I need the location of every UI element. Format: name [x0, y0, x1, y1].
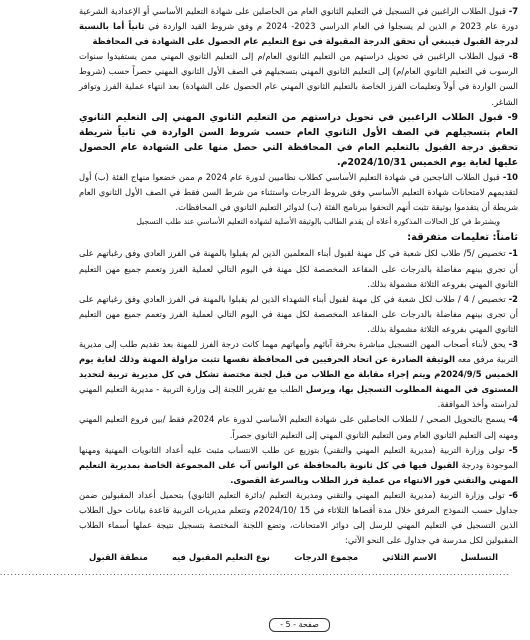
instruction-4 — [79, 412, 518, 442]
item-number: 6- — [508, 489, 518, 500]
paragraph-text: يحق لأبناء أصحاب المهن التسجيل مباشرة بحرفة آبائهم وأمهاتهم مهما كانت درجة الفرز للمهنة بعد تقديم طلب إلى مديرية التربية مرفق معه — [79, 338, 519, 365]
item-number: 7- — [508, 6, 519, 16]
paragraph-text: الثانوي العام حسب شروط السن الواردة في ثانياً شريطة تحقيق درجة القبول بالتعليم العام في المحافظة التي حصل منها على — [79, 126, 518, 153]
column-header-region: منطقة القبول — [89, 552, 148, 563]
paragraph-text: الطلب مع تقرير اللجنة إلى وزارة التربية - مديرية التعليم المهني لدراسته وأخذ الموافقة. — [79, 384, 518, 410]
paragraph-emphasis: أن تحقق الدرجة المقبولة في نوع التعليم عام الحصول على الشهادة في المحافظة — [92, 36, 429, 47]
paragraph-emphasis: الوثيقة الصادرة عن اتحاد الحرفيين في المحافظة نفسها تثبت مزاولة المهنة وذلك لغاية يوم الخميس 2024/9/5م ويتم إجراء مقابلة — [79, 354, 518, 380]
paragraph-text: 2023 م الذين لم يسجلوا في العام الدراسي 2023- 2024 م وفق شروط القيد الواردة في — [148, 21, 482, 32]
paragraph-text: لامتحانات شهادة التعليم الأساسي وفق شروط الدرجات واستثناء من شرط السن فقط في الصف الأول الثانوي العام شريطة أن يتقدموا — [79, 187, 518, 213]
paragraph-text: مشمولة بذلك. — [367, 278, 418, 289]
paragraph-emphasis: مع الطلاب من قبل لجنة مختصة تشكل في كل مديرية تربية لتحديد المستوى في المهنة المطلوب التسجيل بها، ويرسل — [79, 369, 518, 395]
item-number: 8- — [508, 51, 519, 62]
paragraph-text: الشهادة عام الحصول عليها لغاية يوم الخميس 2024/10/31م. — [79, 141, 518, 168]
paragraph-text: يسمح بالتحويل الصحي / للطلاب الحاصلين على شهادة التعليم الأساسي لدورة عام 2024م فقط /بين فروع التعليم المهني ومهنه إلى — [79, 414, 518, 440]
paragraph-text: التعليم الثانوي العام ومن التعليم الثانوي المهني إلى التعليم الثانوي حصراً. — [229, 429, 482, 440]
column-header-score: مجموع الدرجات — [294, 552, 359, 563]
paragraph-9 — [79, 110, 518, 170]
paragraph-10 — [79, 170, 518, 215]
instruction-3 — [79, 337, 518, 412]
table-header-row — [79, 550, 518, 565]
item-number: 4- — [508, 414, 518, 425]
paragraph-text: قبول الطلاب الراغبين في تحويل دراستهم من التعليم الثانوي المهني إلى التعليم الثانوي العام بتسجيلهم في الصف الأول — [79, 111, 519, 138]
table-dotted-line: ................................................................................................................................................ — [0, 568, 510, 578]
item-number: 3- — [508, 338, 518, 349]
paragraph-emphasis: القبول فيها في كل ثانوية بالمحافظة عن الواتس آب على المجموعة الخاصة بمديرية التعليم المهني والتقني فور الانتهاء — [79, 459, 518, 485]
paragraph-note: ويشترط في كل الحالات المذكورة أعلاه أن يقدم الطالب بالوثيقة الأصلية لشهادة التعليم الأساسي عند طلب التسجيل — [136, 217, 500, 227]
item-number: 2- — [508, 293, 518, 304]
instruction-6 — [79, 488, 518, 548]
column-header-type: نوع التعليم المقبول فيه — [171, 552, 270, 563]
paragraph-text: المهني للرسل إلى دوائر الامتحانات، وتضع اللجنة المختصة بتسجيل نتيجة عملها أسماء الطلاب المقبولين لكل مدرسة في جداول على النحو الآتي: — [79, 520, 518, 546]
instruction-1 — [79, 246, 518, 291]
instruction-2 — [79, 292, 518, 337]
paragraph-text: المرفق خلال مدة أقصاها الثلاثاء في 15 /2024/10م وتتعلم مديريات التربية قاعدة بيانات حول الطلاب الذين التسجيل في التعليم — [79, 505, 518, 531]
paragraph-emphasis: من عملية فرز الطلاب وبالسرعة القصوى. — [230, 474, 401, 485]
paragraph-text: قبول الطلاب الناجحين في شهادة التعليم الأساسي كطلاب نظاميين لدورة عام 2024 م ممن خضعوا منهاج الفئة (ب) أول لتقديمهم — [79, 172, 518, 198]
paragraph-text: تولى وزارة التربية (مديرية التعليم المهني والتقني ومديرية التعليم /دائرة التعليم الثانوي) بتحميل أعداد المقبولين ضمن جداول حسب النموذج — [79, 489, 519, 515]
paragraph-7 — [79, 4, 518, 49]
item-number: 5- — [508, 444, 518, 455]
column-header-name: الاسم الثلاثي — [382, 552, 437, 563]
item-number: 10- — [502, 172, 518, 183]
page-footer — [69, 617, 530, 632]
page-number: صفحة - 5 - — [269, 618, 330, 632]
paragraph-text: بوثيقة تثبت أنهم التحقوا ببرنامج الفئة (ب) لدوائر التعليم الثانوي في المحافظات. — [175, 202, 452, 213]
paragraph-text: مفاضلة بالدرجات على المقاعد المخصصة لكل مهنة في اليوم التالي لعملية الفرز وتعمم جميع مهن التعليم الثانوي المهني بفروعه الثلاثة — [79, 263, 518, 289]
paragraph-text: الثانوي المهني بتسجيلهم في الصف الأول الثانوي المهني حصراً حسب (شروط السن الواردة في أولاً وتعليمات الفرز الخاصة بالتعليم — [79, 66, 518, 92]
item-number: 1- — [508, 248, 518, 259]
item-number: 9- — [507, 111, 519, 123]
paragraph-text: تخصيص / 4 / طلاب لكل شعبة في كل مهنة لقبول أبناء الشهداء الذين لم يقبلوا بالمهنة في الفرز العادي وفق رغباتهم على أن تجرى — [79, 293, 518, 319]
paragraph-8 — [79, 49, 518, 109]
paragraph-text: قبول الطلاب الراغبين في التسجيل في التعليم الثانوي العام من الحاصلين على شهادة التعليم الأساسي أو الإعدادية الشرعية دورة عام — [79, 6, 519, 32]
instruction-5 — [79, 443, 518, 488]
paragraph-text: بينهم مفاضلة بالدرجات على المقاعد المخصصة لكل مهنة في اليوم التالي لعملية الفرز وتعمم جميع مهن التعليم الثانوي المهني بفروعه — [79, 308, 518, 334]
paragraph-emphasis: ثانياً أما بالنسبة لدرجة القبول فينبغي — [79, 21, 518, 47]
paragraph-text: تولى وزارة التربية (مديرية التعليم المهني والتقني) بتوزيع عن طلب الانتساب مثبت عليه أعداد الثانويات المهنية ومهنها الموجودة ودرجة — [79, 444, 518, 470]
column-header-serial: التسلسل — [460, 552, 498, 563]
paragraph-text: الثلاثة مشمولة بذلك. — [367, 323, 440, 334]
paragraph-text: قبول الطلاب الراغبين في تحويل دراستهم من التعليم الثانوي العام/م إلى التعليم الثانوي المهني ممن يستفيدوا سنوات الرسوب في التعليم الثانوي العام/م) إلى التعليم — [79, 51, 518, 77]
paragraph-text: تخصيص /5/ طلاب لكل شعبة في كل مهنة لقبول أبناء المعلمين الذين لم يقبلوا بالمهنة في الفرز العادي وفق رغباتهم على أن تجري بينهم — [79, 248, 518, 274]
paragraph-text: الثانوي المهني عام الحصول على الشهادة) بعد انتهاء عملية الفرز وتوافر الشاغر. — [79, 81, 518, 107]
section-title: ثامناً: تعليمات متفرقة: — [407, 232, 518, 244]
